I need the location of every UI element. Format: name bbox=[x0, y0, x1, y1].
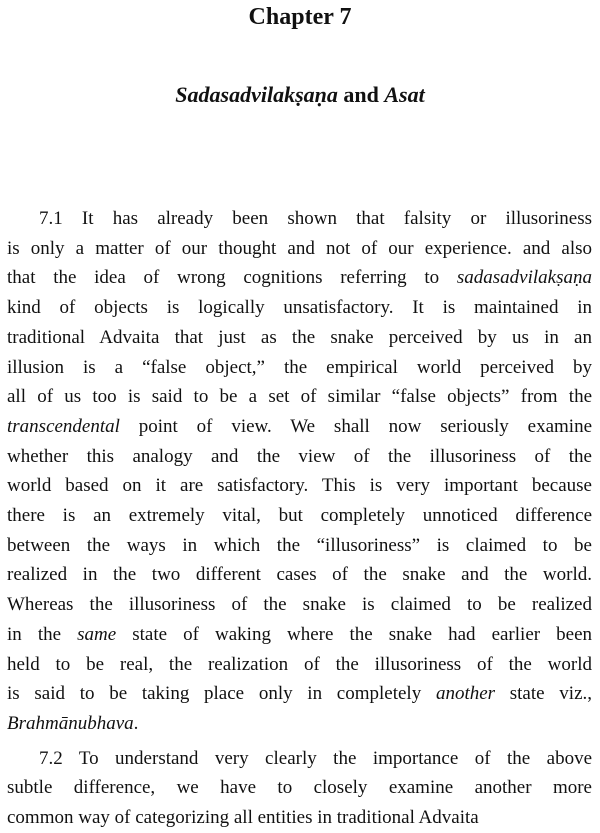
text-line bbox=[7, 803, 592, 833]
text-line bbox=[7, 620, 592, 650]
text-run: 7.1 It has already been shown that falsity or illusoriness bbox=[39, 208, 592, 229]
text-run: is said to be taking place only in completely bbox=[7, 683, 436, 705]
italic-term: sadasadvilakṣaṇa bbox=[456, 267, 592, 289]
text-line bbox=[7, 560, 592, 590]
text-run: state viz., bbox=[495, 683, 592, 705]
text-run: subtle difference, we have to closely examine another more bbox=[7, 777, 592, 799]
text-run: realized in the two different cases of the snake and the world. bbox=[7, 564, 592, 586]
section-heading-connector: and bbox=[337, 82, 385, 107]
text-line bbox=[7, 382, 592, 412]
text-run: world based on it are satisfactory. This is very important because bbox=[7, 475, 592, 497]
section-heading bbox=[0, 80, 600, 110]
text-line bbox=[7, 650, 592, 680]
text-line bbox=[7, 709, 592, 739]
text-run: point of view. We shall now seriously examine bbox=[119, 415, 592, 437]
text-line bbox=[7, 353, 592, 383]
text-run: kind of objects is logically unsatisfactory. It is maintained in bbox=[7, 297, 592, 319]
text-run: held to be real, the realization of the illusoriness of the world bbox=[7, 653, 592, 675]
text-line bbox=[7, 590, 592, 620]
section-heading-term-1: Sadasadvilakṣaṇa bbox=[175, 82, 338, 107]
text-run: state of waking where the snake had earlier been bbox=[116, 623, 592, 645]
text-line bbox=[7, 531, 592, 561]
paragraph-7-2 bbox=[7, 744, 592, 833]
chapter-heading: Chapter 7 bbox=[248, 4, 352, 30]
text-line bbox=[7, 744, 592, 774]
body-text bbox=[7, 204, 592, 833]
text-run: common way of categorizing all entities in traditional Advaita bbox=[7, 807, 479, 829]
italic-term: another bbox=[435, 683, 496, 705]
text-run: whether this analogy and the view of the illusoriness of the bbox=[7, 445, 592, 467]
text-run: traditional Advaita that just as the snake perceived by us in an bbox=[7, 326, 592, 348]
text-line bbox=[7, 293, 592, 323]
text-run: . bbox=[133, 712, 139, 734]
text-run: illusion is a “false object,” the empirical world perceived by bbox=[7, 356, 592, 378]
text-line bbox=[7, 204, 592, 234]
italic-term: same bbox=[77, 623, 117, 645]
text-line bbox=[7, 263, 592, 293]
paragraph-7-1 bbox=[7, 204, 592, 739]
italic-term: Brahmānubhava bbox=[7, 712, 134, 734]
text-run: between the ways in which the “illusoriness” is claimed to be bbox=[7, 534, 592, 556]
text-run: 7.2 To understand very clearly the importance of the above bbox=[39, 747, 592, 769]
text-run: that the idea of wrong cognitions referring to bbox=[7, 267, 457, 289]
text-run: is only a matter of our thought and not of our experience. and also bbox=[7, 237, 592, 259]
italic-term: transcendental bbox=[7, 415, 120, 437]
text-line bbox=[7, 773, 592, 803]
text-line bbox=[7, 501, 592, 531]
text-run: Whereas the illusoriness of the snake is claimed to be realized bbox=[7, 594, 592, 616]
text-line bbox=[7, 412, 592, 442]
text-line bbox=[7, 234, 592, 264]
text-run: there is an extremely vital, but completely unnoticed difference bbox=[7, 505, 592, 527]
text-run: all of us too is said to be a set of similar “false objects” from the bbox=[7, 386, 592, 408]
text-run: in the bbox=[7, 623, 78, 645]
text-line bbox=[7, 323, 592, 353]
text-line bbox=[7, 679, 592, 709]
text-line bbox=[7, 471, 592, 501]
text-line bbox=[7, 442, 592, 472]
section-heading-term-2: Asat bbox=[384, 82, 425, 107]
